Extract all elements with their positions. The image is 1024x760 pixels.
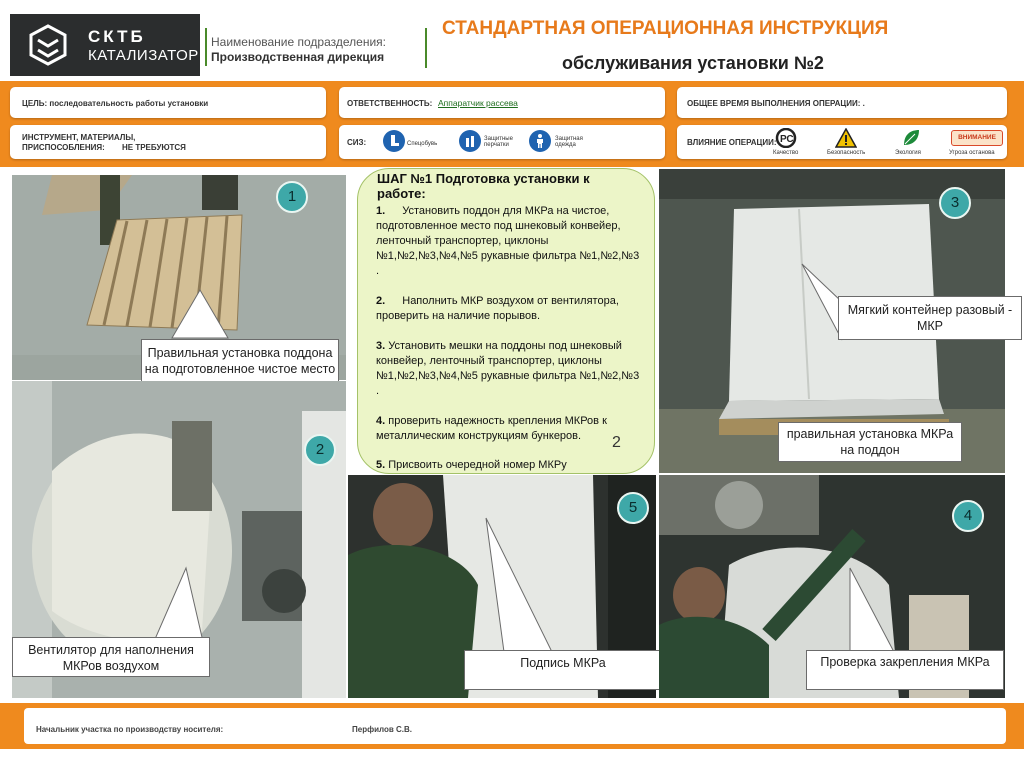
ppe-card bbox=[339, 125, 665, 159]
step-item-text: Установить мешки на поддоны под шнековый конвейер, ленточный транспортер, циклоны №1,№2,№3,№4,№5 рукавные фильтра №1,№2,№3 . bbox=[376, 340, 640, 397]
document-subtitle: обслуживания установки №2 bbox=[562, 53, 824, 73]
overalls-icon bbox=[529, 130, 551, 152]
step-item-text: проверить надежность крепления МКРов к металлическим конструкциям бункеров. bbox=[376, 415, 607, 442]
step-number-badge: 4 bbox=[952, 500, 984, 532]
responsibility-value: Аппаратчик рассева bbox=[438, 98, 518, 108]
warning-triangle-icon bbox=[835, 128, 857, 148]
step-item-number: 5. bbox=[376, 459, 386, 471]
impact-caption: Экология bbox=[895, 150, 921, 156]
callout-pointer bbox=[478, 516, 554, 654]
step-item bbox=[376, 204, 640, 279]
header-divider bbox=[425, 28, 427, 68]
responsibility-label: ОТВЕТСТВЕННОСТЬ: bbox=[347, 99, 433, 108]
photo-caption: Мягкий контейнер разовый - МКР bbox=[838, 296, 1022, 340]
step-number-badge: 2 bbox=[304, 434, 336, 466]
photo-caption: Проверка закрепления МКРа bbox=[806, 650, 1004, 690]
step-item-text: Наполнить МКР воздухом от вентилятора, проверить на наличие порывов. bbox=[376, 295, 619, 322]
step-number-badge: 3 bbox=[939, 187, 971, 219]
document-title: СТАНДАРТНАЯ ОПЕРАЦИОННАЯ ИНСТРУКЦИЯ bbox=[442, 18, 889, 39]
photo-caption: Вентилятор для наполнения МКРов воздухом bbox=[12, 637, 210, 677]
tools-value: НЕ ТРЕБУЮТСЯ bbox=[122, 143, 186, 152]
tools-label-line2: ПРИСПОСОБЛЕНИЯ: bbox=[22, 143, 105, 152]
callout-pointer bbox=[150, 566, 206, 648]
goal-text: ЦЕЛЬ: последовательность работы установки bbox=[22, 99, 209, 108]
step-item-number: 4. bbox=[376, 415, 386, 427]
header-divider bbox=[205, 28, 207, 66]
step-item bbox=[376, 339, 640, 399]
svg-text:РС: РС bbox=[780, 134, 794, 145]
callout-pointer bbox=[170, 288, 230, 340]
step-number-badge: 1 bbox=[276, 181, 308, 213]
impact-card bbox=[677, 125, 1007, 159]
total-time-card bbox=[677, 87, 1007, 118]
total-time-text: ОБЩЕЕ ВРЕМЯ ВЫПОЛНЕНИЯ ОПЕРАЦИИ: . bbox=[687, 99, 865, 108]
step-item-number: 3. bbox=[376, 340, 386, 352]
step-item-number: 2. bbox=[376, 295, 386, 307]
tools-card bbox=[10, 125, 326, 159]
ppe-caption: Защитная одежда bbox=[555, 136, 583, 148]
step-item bbox=[376, 458, 640, 473]
impact-caption: Качество bbox=[773, 150, 799, 156]
quality-mark-icon bbox=[775, 128, 797, 148]
company-logo bbox=[10, 14, 200, 76]
logo-text-line1: СКТБ bbox=[88, 27, 146, 46]
attention-badge-icon: ВНИМАНИЕ bbox=[951, 130, 1003, 146]
department-value: Производственная дирекция bbox=[211, 50, 385, 64]
ppe-label: СИЗ: bbox=[347, 138, 367, 147]
responsibility-card bbox=[339, 87, 665, 118]
step-item-text: Установить поддон для МКРа на чистое, подготовленное место под шнековый конвейер, ленточный транспортер, циклоны №1,№2,№3,№4,№5 рукавные фильтра №1,№2,№3 . bbox=[376, 205, 640, 277]
callout-pointer bbox=[846, 566, 896, 654]
leaf-icon bbox=[901, 128, 921, 148]
photo-caption: Правильная установка поддона на подготовленное чистое место bbox=[141, 339, 339, 409]
goal-card bbox=[10, 87, 326, 118]
ppe-caption: Защитные перчатки bbox=[484, 136, 513, 148]
step-item-text: Присвоить очередной номер МКРу bbox=[388, 459, 567, 471]
department-label: Наименование подразделения: bbox=[211, 35, 386, 49]
photo-caption: Подпись МКРа bbox=[464, 650, 662, 690]
logo-hexagon-icon bbox=[28, 24, 68, 66]
step-number-badge: 5 bbox=[617, 492, 649, 524]
signatory-name: Перфилов С.В. bbox=[352, 725, 413, 734]
ppe-caption: Спецобувь bbox=[407, 141, 438, 147]
tools-label-line1: ИНСТРУМЕНТ, МАТЕРИАЛЫ, bbox=[22, 133, 136, 142]
signatory-role: Начальник участка по производству носителя: bbox=[36, 725, 224, 734]
step-side-number: 2 bbox=[612, 434, 621, 451]
step-title: ШАГ №1 Подготовка установки к работе: bbox=[377, 171, 590, 201]
step-item bbox=[376, 414, 640, 444]
impact-label: ВЛИЯНИЕ ОПЕРАЦИИ: bbox=[687, 138, 777, 147]
photo-caption-secondary: правильная установка МКРа на поддон bbox=[778, 422, 962, 462]
impact-caption: Угроза останова bbox=[949, 150, 995, 156]
impact-caption: Безопасность bbox=[827, 150, 866, 156]
gloves-icon bbox=[459, 130, 481, 152]
boot-icon bbox=[383, 130, 405, 152]
logo-text-line2: КАТАЛИЗАТОР bbox=[88, 47, 199, 64]
step-item-number: 1. bbox=[376, 205, 386, 217]
step-item bbox=[376, 294, 640, 324]
